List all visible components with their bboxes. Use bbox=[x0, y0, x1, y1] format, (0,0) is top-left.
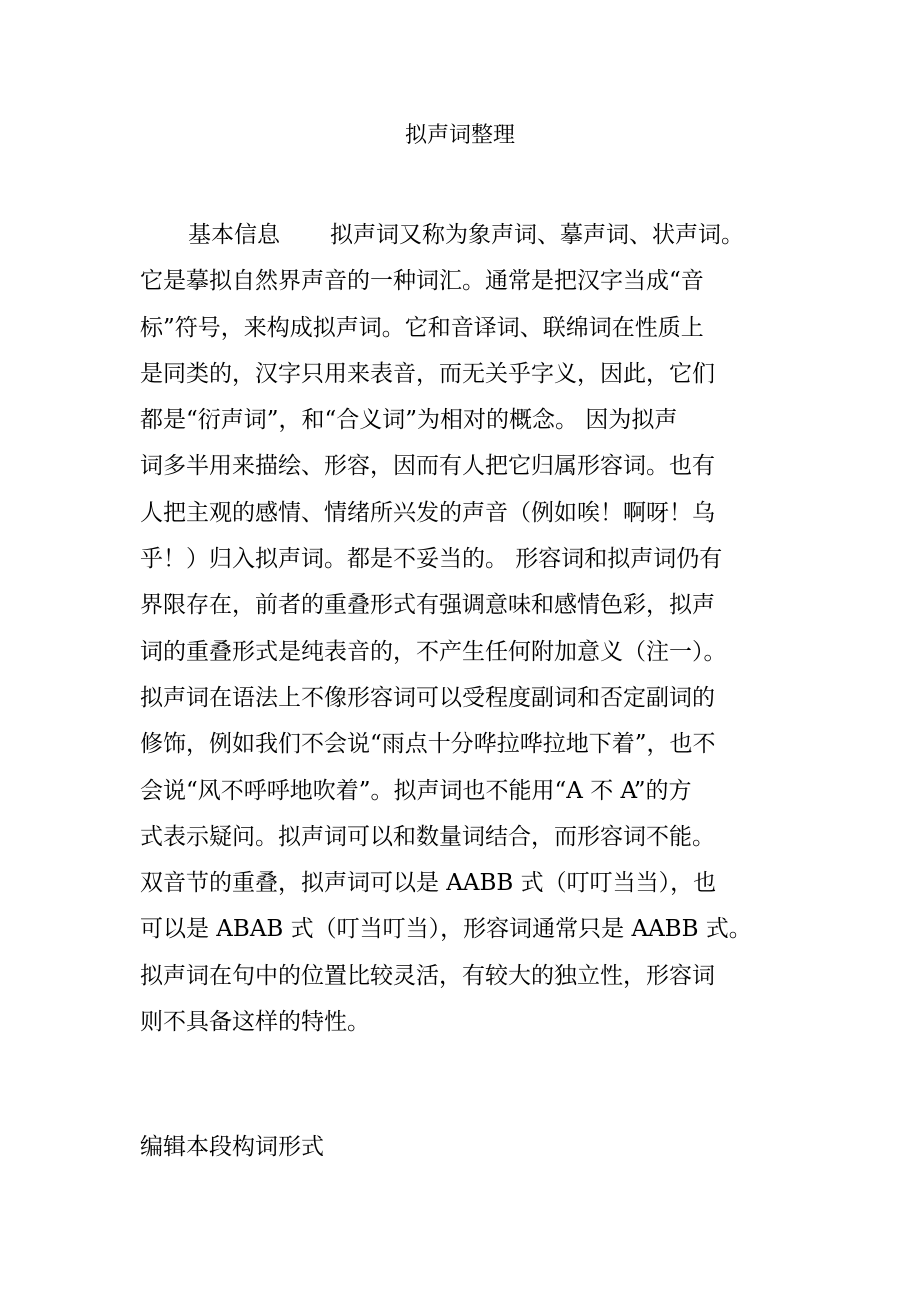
line-text: 拟声词又称为象声词、摹声词、状声词。 bbox=[330, 222, 744, 248]
paragraph-line: 是同类的，汉字只用来表音，而无关乎字义，因此，它们 bbox=[140, 360, 715, 387]
paragraph-line: 拟声词在语法上不像形容词可以受程度副词和否定副词的 bbox=[140, 684, 715, 711]
paragraph-line: 式表示疑问。拟声词可以和数量词结合，而形容词不能。 bbox=[140, 823, 715, 850]
intro-label: 基本信息 bbox=[188, 222, 280, 248]
paragraph-line: 它是摹拟自然界声音的一种词汇。通常是把汉字当成“音 bbox=[140, 268, 704, 295]
paragraph-line: 拟声词在句中的位置比较灵活，有较大的独立性，形容词 bbox=[140, 962, 715, 989]
paragraph-line: 界限存在，前者的重叠形式有强调意味和感情色彩，拟声 bbox=[140, 592, 715, 619]
paragraph-line: 会说“风不呼呼地吹着”。拟声词也不能用“A 不 A”的方 bbox=[140, 777, 692, 804]
paragraph-line: 乎！）归入拟声词。都是不妥当的。 形容词和拟声词仍有 bbox=[140, 546, 723, 573]
paragraph-line: 双音节的重叠，拟声词可以是 AABB 式（叮叮当当），也 bbox=[140, 870, 717, 897]
paragraph-line: 词的重叠形式是纯表音的，不产生任何附加意义（注一）。 bbox=[140, 638, 727, 665]
body-paragraph bbox=[140, 212, 780, 1045]
paragraph-line: 修饰，例如我们不会说“雨点十分哗拉哗拉地下着”，也不 bbox=[140, 731, 716, 758]
paragraph-line: 则不具备这样的特性。 bbox=[140, 1009, 370, 1036]
paragraph-line: 标”符号，来构成拟声词。它和音译词、联绵词在性质上 bbox=[140, 314, 704, 341]
paragraph-line: 都是“衍声词”，和“合义词”为相对的概念。 因为拟声 bbox=[140, 407, 678, 434]
paragraph-line: 可以是 ABAB 式（叮当叮当），形容词通常只是 AABB 式。 bbox=[140, 916, 752, 943]
section-heading: 编辑本段构词形式 bbox=[140, 1134, 324, 1160]
document-title: 拟声词整理 bbox=[404, 123, 515, 148]
paragraph-line: 词多半用来描绘、形容，因而有人把它归属形容词。也有 bbox=[140, 453, 715, 480]
paragraph-line-1 bbox=[140, 212, 780, 258]
paragraph-line: 人把主观的感情、情绪所兴发的声音（例如唉！啊呀！乌 bbox=[140, 499, 715, 526]
